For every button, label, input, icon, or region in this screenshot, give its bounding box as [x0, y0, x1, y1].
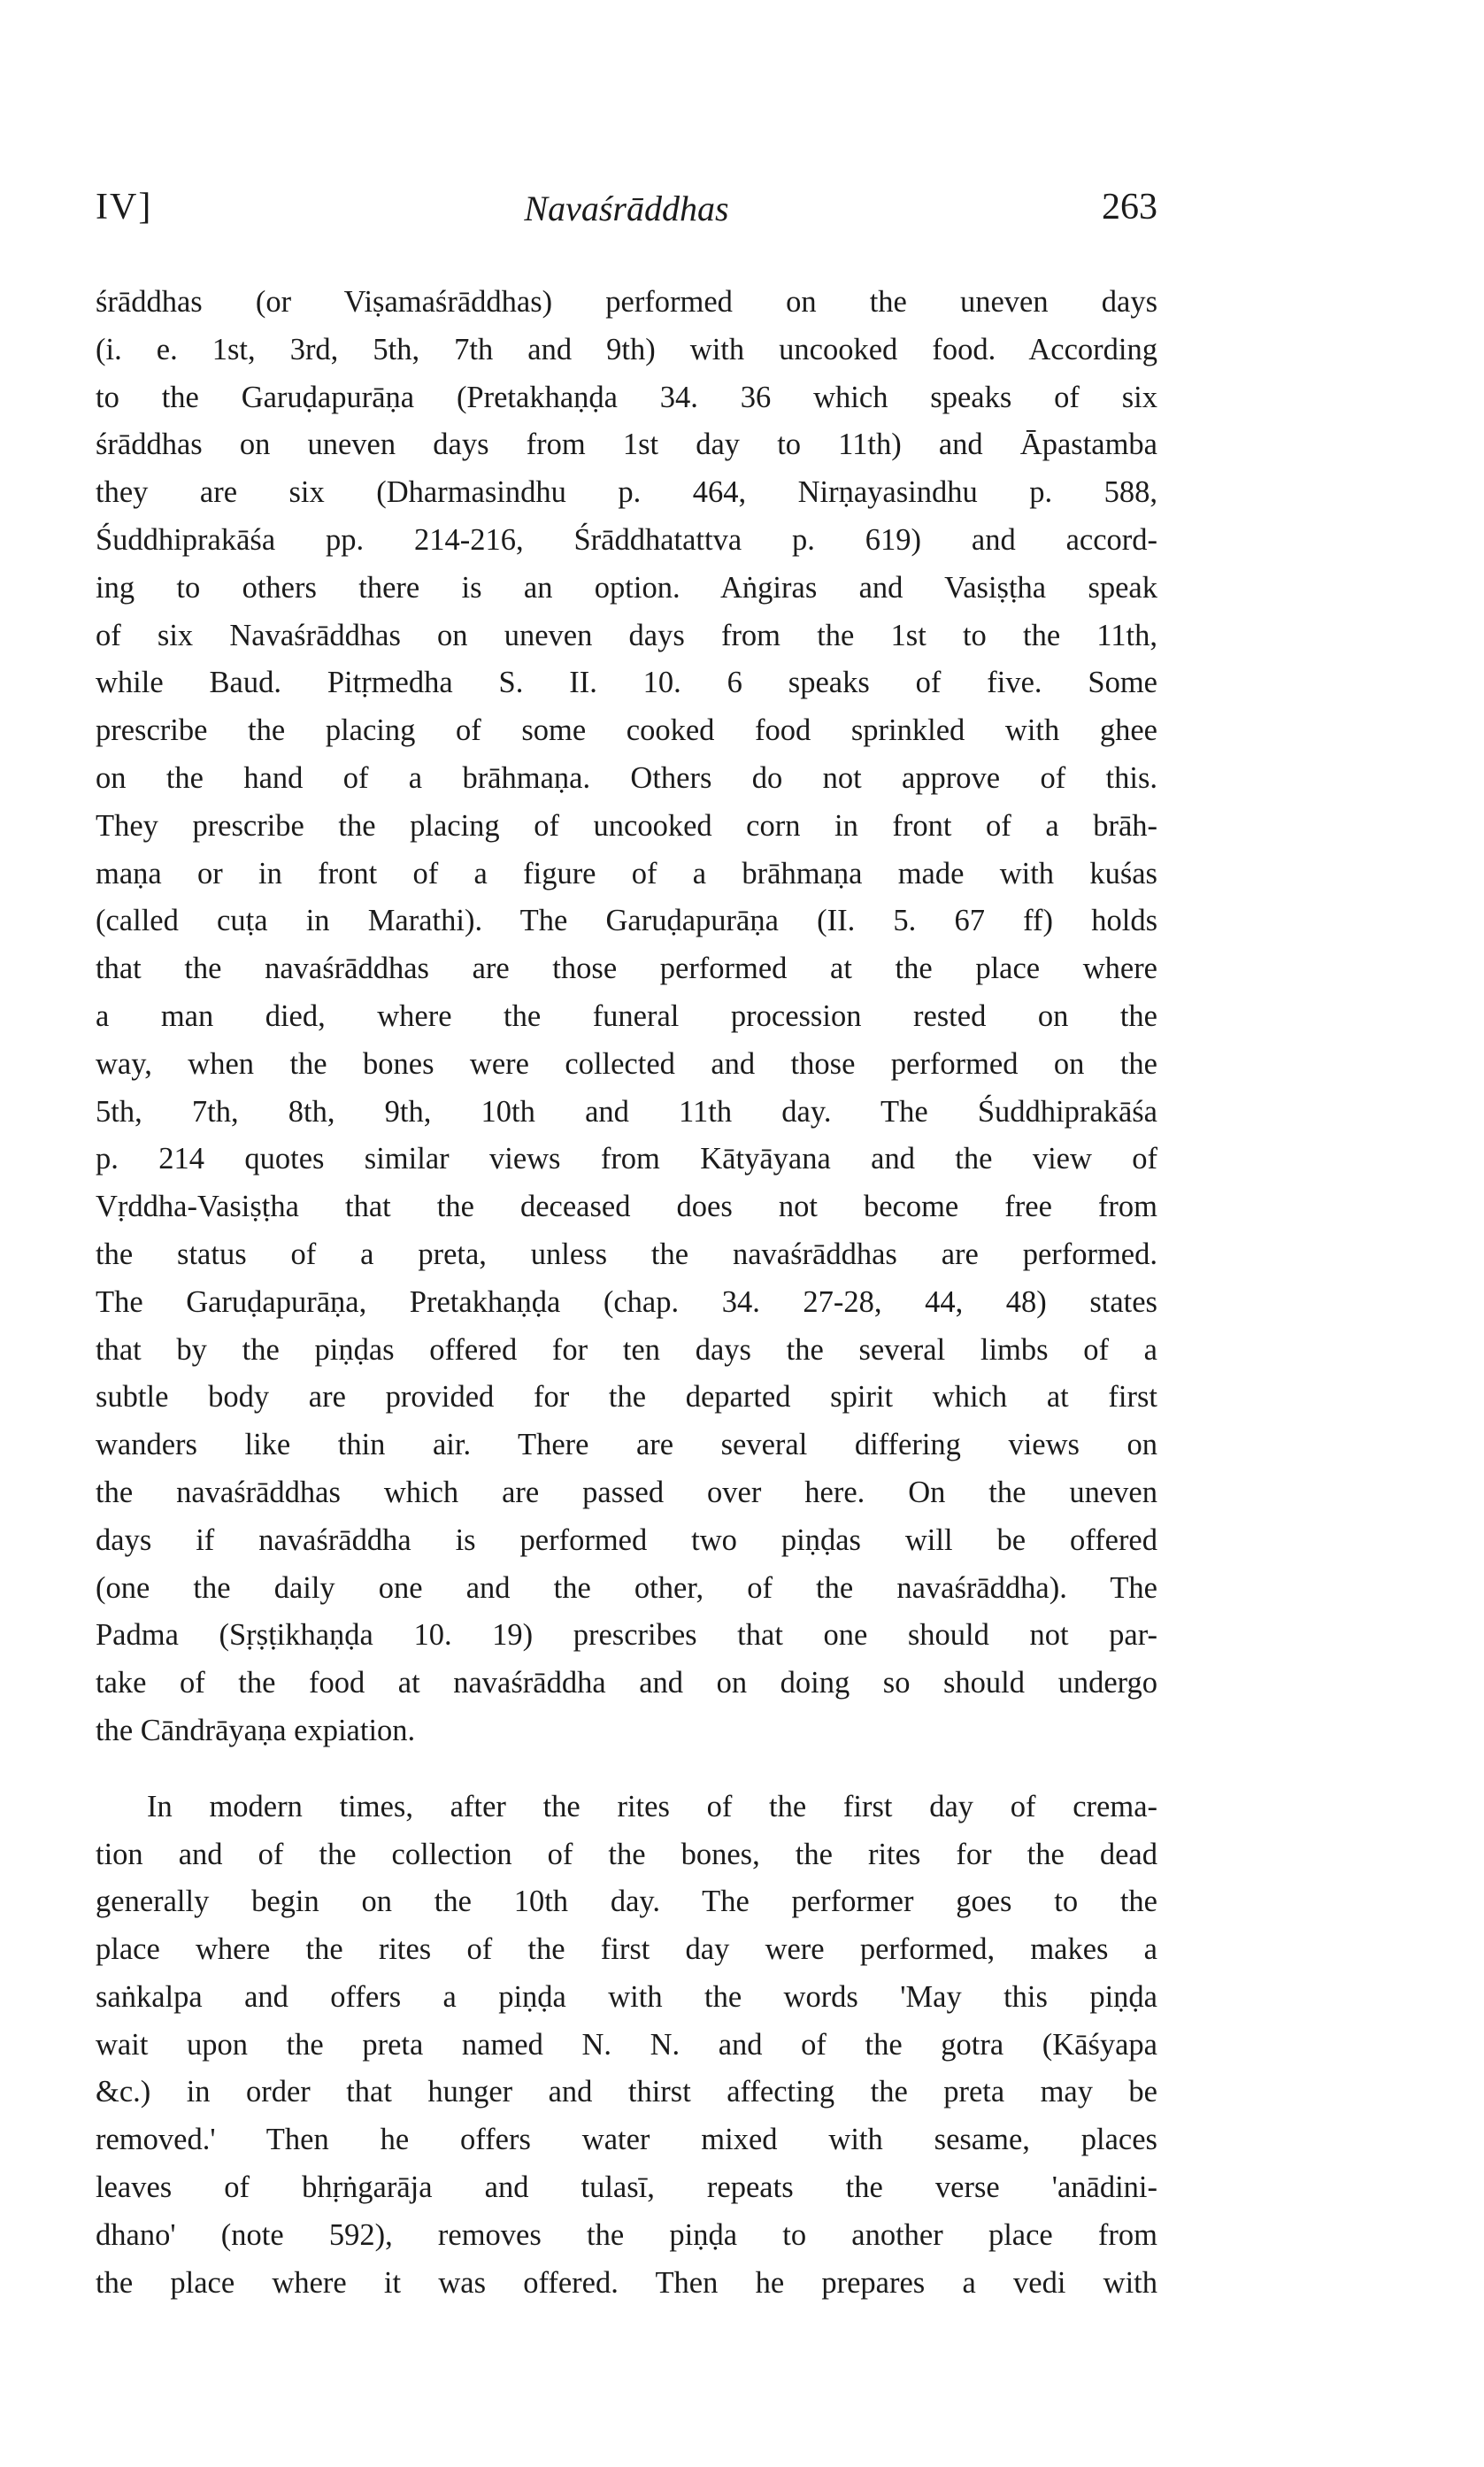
text-line: subtle body are provided for the departed spirit which at first	[96, 1380, 1157, 1415]
text-line: they are six (Dharmasindhu p. 464, Nirṇayasindhu p. 588,	[96, 475, 1157, 510]
text-line: dhano' (note 592), removes the piṇḍa to another place from	[96, 2217, 1157, 2252]
body-text	[96, 279, 1157, 2307]
text-line: śrāddhas (or Viṣamaśrāddhas) performed on the uneven days	[96, 285, 1157, 319]
paragraph-1	[96, 279, 1157, 1755]
text-line: wanders like thin air. There are several differing views on	[96, 1428, 1157, 1462]
text-line: take of the food at navaśrāddha and on doing so should undergo	[96, 1666, 1157, 1700]
text-line: In modern times, after the rites of the first day of crema-	[147, 1789, 1157, 1823]
text-line: while Baud. Pitṛmedha S. II. 10. 6 speaks of five. Some	[96, 666, 1157, 700]
text-line: the Cāndrāyaṇa expiation.	[96, 1713, 416, 1747]
text-line: that by the piṇḍas offered for ten days the several limbs of a	[96, 1332, 1157, 1367]
text-line: generally begin on the 10th day. The performer goes to the	[96, 1885, 1157, 1919]
text-line: maṇa or in front of a figure of a brāhmaṇa made with kuśas	[96, 856, 1157, 890]
text-line: that the navaśrāddhas are those performed at the place where	[96, 952, 1157, 986]
text-line: Padma (Sṛṣṭikhaṇḍa 10. 19) prescribes that one should not par-	[96, 1618, 1157, 1653]
text-line: saṅkalpa and offers a piṇḍa with the words 'May this piṇḍa	[96, 1979, 1157, 2014]
text-line: leaves of bhṛṅgarāja and tulasī, repeats the verse 'anādini-	[96, 2170, 1157, 2205]
text-line: days if navaśrāddha is performed two piṇḍas will be offered	[96, 1523, 1157, 1557]
text-line: Vṛddha-Vasiṣṭha that the deceased does not become free from	[96, 1190, 1157, 1224]
text-line: of six Navaśrāddhas on uneven days from the 1st to the 11th,	[96, 618, 1157, 652]
text-line: prescribe the placing of some cooked food sprinkled with ghee	[96, 713, 1157, 748]
text-line: the navaśrāddhas which are passed over here. On the uneven	[96, 1475, 1157, 1509]
text-line: wait upon the preta named N. N. and of the gotra (Kāśyapa	[96, 2027, 1157, 2062]
text-line: &c.) in order that hunger and thirst affecting the preta may be	[96, 2075, 1157, 2109]
text-line: śrāddhas on uneven days from 1st day to 11th) and Āpastamba	[96, 428, 1157, 462]
text-line: the status of a preta, unless the navaśrāddhas are performed.	[96, 1237, 1157, 1271]
text-line: (called cuṭa in Marathi). The Garuḍapurāṇa (II. 5. 67 ff) holds	[96, 904, 1157, 938]
text-line: (one the daily one and the other, of the navaśrāddha). The	[96, 1570, 1157, 1605]
text-line: way, when the bones were collected and those performed on the	[96, 1046, 1157, 1081]
text-line: removed.' Then he offers water mixed with sesame, places	[96, 2123, 1157, 2157]
text-line: 5th, 7th, 8th, 9th, 10th and 11th day. The Śuddhiprakāśa	[96, 1094, 1157, 1129]
running-title: Navaśrāddhas	[524, 189, 729, 228]
text-line: a man died, where the funeral procession rested on the	[96, 998, 1157, 1033]
chapter-marker: IV]	[96, 187, 153, 227]
text-line: Śuddhiprakāśa pp. 214-216, Śrāddhatattva p. 619) and accord-	[96, 522, 1157, 557]
paragraph-gap	[96, 1755, 1157, 1784]
text-line: ing to others there is an option. Aṅgiras and Vasiṣṭha speak	[96, 570, 1157, 605]
text-line: the place where it was offered. Then he prepares a vedi with	[96, 2265, 1157, 2300]
text-line: (i. e. 1st, 3rd, 5th, 7th and 9th) with uncooked food. According	[96, 332, 1157, 366]
text-line: tion and of the collection of the bones, the rites for the dead	[96, 1837, 1157, 1871]
text-line: place where the rites of the first day were performed, makes a	[96, 1932, 1157, 1967]
page-number: 263	[1102, 187, 1157, 227]
text-line: The Garuḍapurāṇa, Pretakhaṇḍa (chap. 34. 27-28, 44, 48) states	[96, 1284, 1157, 1319]
text-line: p. 214 quotes similar views from Kātyāyana and the view of	[96, 1142, 1157, 1176]
text-line: They prescribe the placing of uncooked corn in front of a brāh-	[96, 808, 1157, 843]
text-line: on the hand of a brāhmaṇa. Others do not approve of this.	[96, 760, 1157, 795]
paragraph-2	[96, 1784, 1157, 2308]
text-line: to the Garuḍapurāṇa (Pretakhaṇḍa 34. 36 which speaks of six	[96, 380, 1157, 414]
page-header	[96, 186, 1157, 239]
